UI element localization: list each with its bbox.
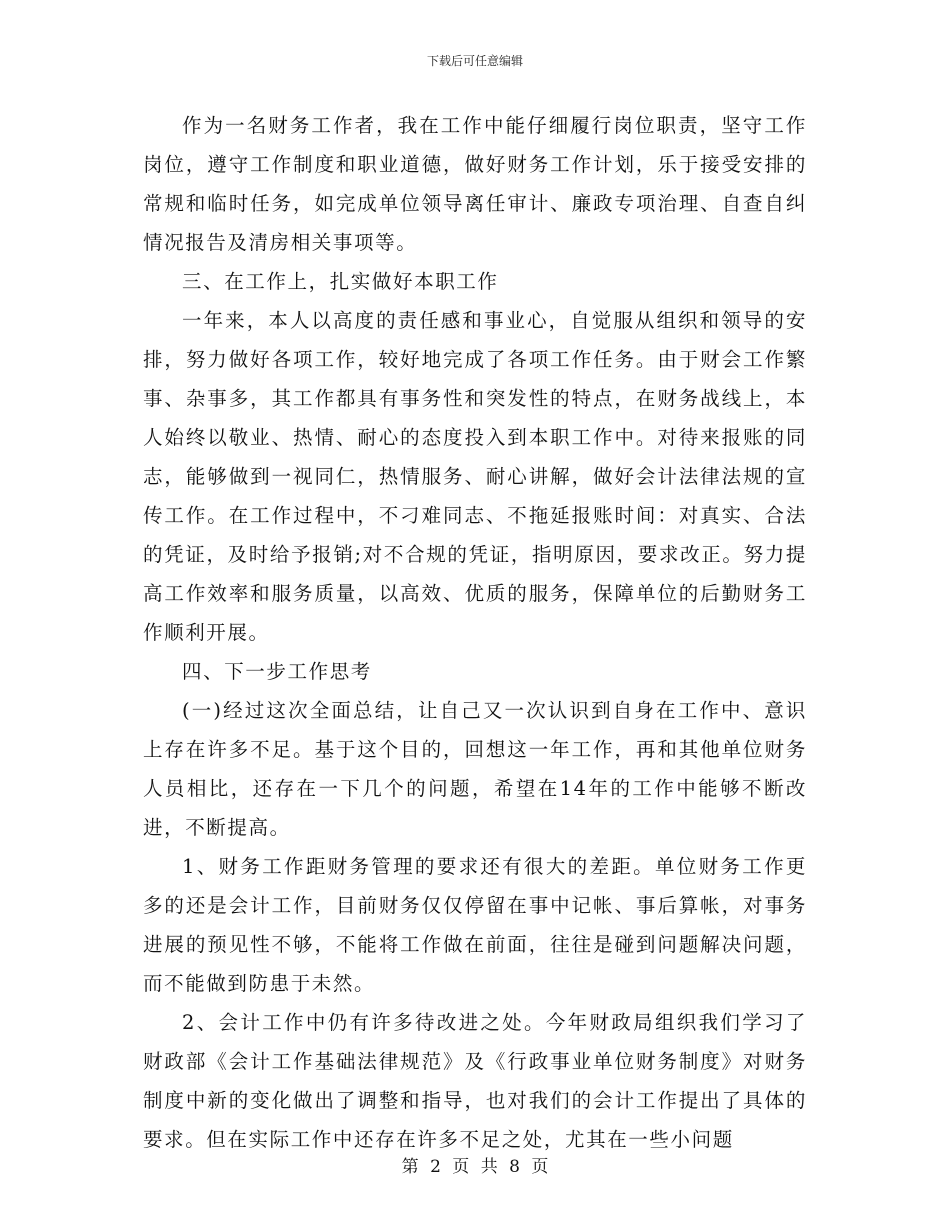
- section-heading-3: 三、在工作上，扎实做好本职工作: [182, 270, 499, 293]
- document-body: [143, 106, 807, 1159]
- paragraph-work-summary: 一年来，本人以高度的责任感和事业心，自觉服从组织和领导的安排，努力做好各项工作，较好地完成了各项工作任务。由于财会工作繁事、杂事多，其工作都具有事务性和突发性的特点，在财务战线上，本人始终以敬业、热情、耐心的态度投入到本职工作中。对待来报账的同志，能够做到一视同仁，热情服务、耐心讲解，做好会计法律法规的宣传工作。在工作过程中，不刁难同志、不拖延报账时间：对真实、合法的凭证，及时给予报销;对不合规的凭证，指明原因，要求改正。努力提高工作效率和服务质量，以高效、优质的服务，保障单位的后勤财务工作顺利开展。: [143, 309, 807, 644]
- paragraph-reflection: (一)经过这次全面总结，让自己又一次认识到自身在工作中、意识上存在许多不足。基于这个目的，回想这一年工作，再和其他单位财务人员相比，还存在一下几个的问题，希望在14年的工作中能够不断改进，不断提高。: [143, 699, 807, 839]
- paragraph-point-1: 1、财务工作距财务管理的要求还有很大的差距。单位财务工作更多的还是会计工作，目前财务仅仅停留在事中记帐、事后算帐，对事务进展的预见性不够，不能将工作做在前面，往往是碰到问题解决问题，而不能做到防患于未然。: [143, 855, 807, 995]
- paragraph-point-2: 2、会计工作中仍有许多待改进之处。今年财政局组织我们学习了财政部《会计工作基础法律规范》及《行政事业单位财务制度》对财务制度中新的变化做出了调整和指导，也对我们的会计工作提出了具体的要求。但在实际工作中还存在许多不足之处，尤其在一些小问题: [143, 1011, 807, 1151]
- section-heading-4: 四、下一步工作思考: [182, 660, 372, 683]
- page-number: 第 2 页 共 8 页: [401, 1157, 549, 1177]
- paragraph-duties: 作为一名财务工作者，我在工作中能仔细履行岗位职责，坚守工作岗位，遵守工作制度和职业道德，做好财务工作计划，乐于接受安排的常规和临时任务，如完成单位领导离任审计、廉政专项治理、自查自纠情况报告及清房相关事项等。: [143, 114, 807, 254]
- page-header-note: 下载后可任意编辑: [426, 54, 523, 68]
